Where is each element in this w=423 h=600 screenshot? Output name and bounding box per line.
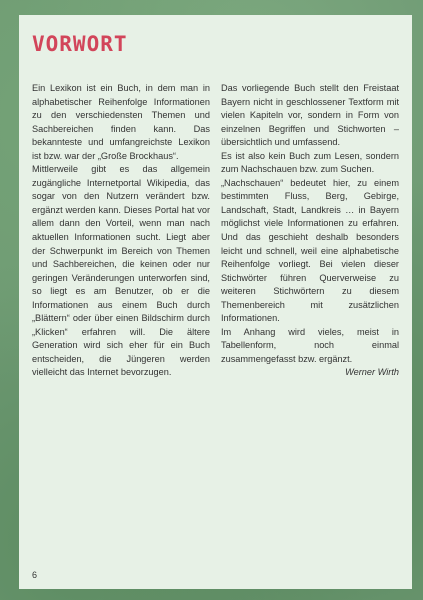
book-page <box>19 15 412 589</box>
page-number: 6 <box>32 570 38 580</box>
left-text-column <box>32 82 210 380</box>
paragraph: „Nachschauen“ bedeutet hier, zu einem bestimmten Fluss, Berg, Gebirge, Landschaft, Stadt, Landkreis … in Bayern möglichst viele Informationen zu erfahren. Und das geschieht deshalb besonders leicht und schnell, weil eine alphabetische Reihenfolge vorliegt. Bei vielen dieser Stichwörter führen Querverweise zu weiteren Stichwörtern zu diesem Themenbereich mit zusätzlichen Informationen. <box>221 177 399 324</box>
paragraph: Das vorliegende Buch stellt den Freistaat Bayern nicht in geschlossener Textform mit vielen Kapiteln vor, sondern in Form von einzelnen Begriffen und Stichworten – übersichtlich und umfassend. <box>221 83 399 148</box>
paragraph: Mittlerweile gibt es das allgemein zugängliche Internetportal Wikipedia, das sogar von den Nutzern verändert bzw. ergänzt werden kann. Dieses Portal hat vor allem dann den Vorteil, wenn man nach aktuellen Informationen sucht. Liegt aber der Schwerpunkt im Bereich von Themen und Sachbereichen, die keinen oder nur geringen Veränderungen unterworfen sind, so liegt es am Benutzer, ob er die Informationen aus einem Buch durch „Blättern“ oder über einen Bildschirm durch „Klicken“ erfahren will. Die ältere Generation wird sich eher für ein Buch entscheiden, die Jüngeren werden vielleicht das Internet bevorzugen. <box>32 164 210 378</box>
author-signature: Werner Wirth <box>345 367 399 378</box>
page-title: VORWORT <box>32 32 128 56</box>
paragraph: Im Anhang wird vieles, meist in Tabellenform, noch einmal zusammengefasst bzw. ergänzt. <box>221 326 399 364</box>
paragraph: Ein Lexikon ist ein Buch, in dem man in alphabetischer Reihenfolge Informationen zu den verschiedensten Themen und Sachbereichen finden kann. Das bekannteste und umfangreichste Lexikon ist bzw. war der „Große Brockhaus“. <box>32 83 210 161</box>
paragraph: Es ist also kein Buch zum Lesen, sondern zum Nachschauen bzw. zum Suchen. <box>221 150 399 175</box>
right-text-column <box>221 82 399 380</box>
